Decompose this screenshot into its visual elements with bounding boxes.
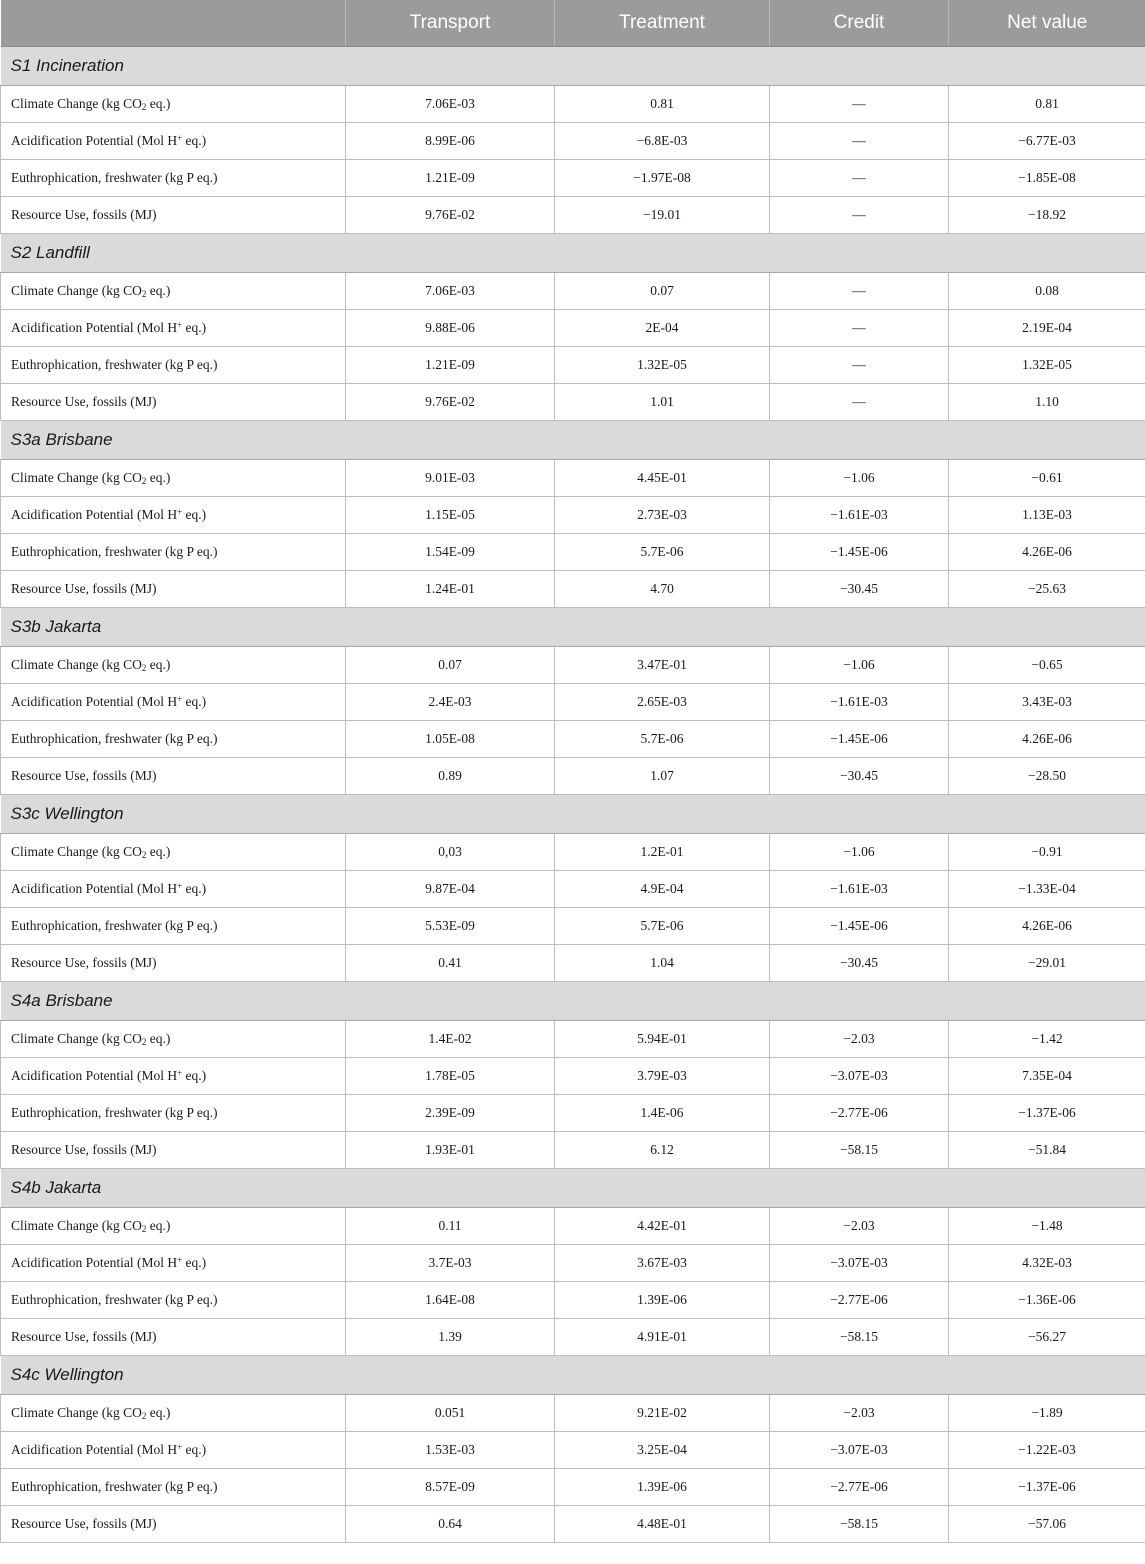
indicator-label — [1, 197, 346, 234]
credit-cell: −1.06 — [770, 834, 949, 871]
credit-cell: −58.15 — [770, 1506, 949, 1543]
credit-cell: −30.45 — [770, 571, 949, 608]
credit-cell: −1.45E-06 — [770, 908, 949, 945]
indicator-label-text: Resource Use, fossils (MJ) — [11, 955, 157, 970]
indicator-label-text: Resource Use, fossils (MJ) — [11, 1142, 157, 1157]
indicator-label — [1, 834, 346, 871]
credit-cell: −2.77E-06 — [770, 1469, 949, 1506]
indicator-subscript: 2 — [141, 1411, 147, 1421]
indicator-label-text: Climate Change (kg CO — [11, 657, 142, 672]
treatment-cell: 4.70 — [555, 571, 770, 608]
credit-cell: −58.15 — [770, 1319, 949, 1356]
indicator-label-text: eq.) — [182, 694, 207, 709]
scenario-group-row — [1, 421, 1145, 460]
indicator-label-text: Acidification Potential (Mol H — [11, 881, 178, 896]
indicator-label-text: Resource Use, fossils (MJ) — [11, 768, 157, 783]
table-row — [1, 1432, 1145, 1469]
indicator-label-text: eq.) — [146, 470, 171, 485]
treatment-cell: 3.47E-01 — [555, 647, 770, 684]
transport-cell: 9.76E-02 — [346, 384, 555, 421]
credit-cell: −2.77E-06 — [770, 1095, 949, 1132]
net-value-cell: −29.01 — [949, 945, 1145, 982]
indicator-superscript: + — [177, 694, 183, 704]
table-row — [1, 684, 1145, 721]
transport-cell: 9.01E-03 — [346, 460, 555, 497]
credit-cell: −3.07E-03 — [770, 1058, 949, 1095]
transport-cell: 0,03 — [346, 834, 555, 871]
table-row — [1, 1245, 1145, 1282]
indicator-label-text: Euthrophication, freshwater (kg P eq.) — [11, 357, 218, 372]
credit-cell: −1.61E-03 — [770, 871, 949, 908]
indicator-label-text: Climate Change (kg CO — [11, 1031, 142, 1046]
net-value-cell: 7.35E-04 — [949, 1058, 1145, 1095]
indicator-label — [1, 871, 346, 908]
net-value-cell: 3.43E-03 — [949, 684, 1145, 721]
indicator-label-text: Climate Change (kg CO — [11, 844, 142, 859]
indicator-label — [1, 86, 346, 123]
treatment-cell: 1.32E-05 — [555, 347, 770, 384]
transport-cell: 0.11 — [346, 1208, 555, 1245]
indicator-superscript: + — [177, 1255, 183, 1265]
indicator-label-text: Resource Use, fossils (MJ) — [11, 1329, 157, 1344]
net-value-cell: −1.37E-06 — [949, 1469, 1145, 1506]
scenario-title: S3c Wellington — [1, 795, 1145, 834]
indicator-label-text: eq.) — [146, 657, 171, 672]
indicator-subscript: 2 — [141, 1224, 147, 1234]
treatment-cell: 4.42E-01 — [555, 1208, 770, 1245]
net-value-cell: 1.13E-03 — [949, 497, 1145, 534]
treatment-cell: 2E-04 — [555, 310, 770, 347]
transport-cell: 7.06E-03 — [346, 273, 555, 310]
indicator-label-text: Acidification Potential (Mol H — [11, 1442, 178, 1457]
net-value-cell: 1.32E-05 — [949, 347, 1145, 384]
treatment-cell: 5.94E-01 — [555, 1021, 770, 1058]
table-row — [1, 123, 1145, 160]
indicator-label — [1, 684, 346, 721]
indicator-label-text: Acidification Potential (Mol H — [11, 507, 178, 522]
transport-cell: 0.64 — [346, 1506, 555, 1543]
indicator-label-text: eq.) — [182, 1255, 207, 1270]
indicator-label — [1, 721, 346, 758]
table-row — [1, 160, 1145, 197]
table-row — [1, 1058, 1145, 1095]
table-row — [1, 497, 1145, 534]
treatment-cell: 5.7E-06 — [555, 908, 770, 945]
table-row — [1, 1469, 1145, 1506]
indicator-label-text: eq.) — [182, 1442, 207, 1457]
net-value-cell: 1.10 — [949, 384, 1145, 421]
transport-cell: 1.39 — [346, 1319, 555, 1356]
net-value-cell: −1.37E-06 — [949, 1095, 1145, 1132]
header-credit: Credit — [770, 0, 949, 47]
table-row — [1, 86, 1145, 123]
credit-cell: −1.61E-03 — [770, 684, 949, 721]
credit-cell: −2.03 — [770, 1021, 949, 1058]
treatment-cell: 9.21E-02 — [555, 1395, 770, 1432]
indicator-label-text: eq.) — [182, 133, 207, 148]
table-row — [1, 1208, 1145, 1245]
transport-cell: 3.7E-03 — [346, 1245, 555, 1282]
indicator-label-text: eq.) — [146, 1031, 171, 1046]
treatment-cell: −6.8E-03 — [555, 123, 770, 160]
treatment-cell: 4.48E-01 — [555, 1506, 770, 1543]
net-value-cell: −1.36E-06 — [949, 1282, 1145, 1319]
credit-cell: −30.45 — [770, 758, 949, 795]
scenario-title: S2 Landfill — [1, 234, 1145, 273]
scenario-group-row — [1, 1169, 1145, 1208]
scenario-group-row — [1, 1356, 1145, 1395]
indicator-subscript: 2 — [141, 102, 147, 112]
credit-cell: −30.45 — [770, 945, 949, 982]
scenario-group-row — [1, 795, 1145, 834]
net-value-cell: −1.89 — [949, 1395, 1145, 1432]
indicator-label — [1, 347, 346, 384]
table-row — [1, 384, 1145, 421]
indicator-label-text: Acidification Potential (Mol H — [11, 320, 178, 335]
indicator-label — [1, 1058, 346, 1095]
net-value-cell: −18.92 — [949, 197, 1145, 234]
transport-cell: 1.54E-09 — [346, 534, 555, 571]
treatment-cell: 3.25E-04 — [555, 1432, 770, 1469]
treatment-cell: 1.04 — [555, 945, 770, 982]
indicator-label-text: Climate Change (kg CO — [11, 96, 142, 111]
net-value-cell: −1.48 — [949, 1208, 1145, 1245]
indicator-label-text: Acidification Potential (Mol H — [11, 1255, 178, 1270]
indicator-label — [1, 1132, 346, 1169]
treatment-cell: 1.39E-06 — [555, 1469, 770, 1506]
treatment-cell: 5.7E-06 — [555, 534, 770, 571]
table-row — [1, 1319, 1145, 1356]
indicator-label — [1, 273, 346, 310]
table-row — [1, 1282, 1145, 1319]
treatment-cell: 1.39E-06 — [555, 1282, 770, 1319]
credit-cell: −1.45E-06 — [770, 534, 949, 571]
net-value-cell: −51.84 — [949, 1132, 1145, 1169]
net-value-cell: 0.81 — [949, 86, 1145, 123]
indicator-label — [1, 534, 346, 571]
scenario-title: S4c Wellington — [1, 1356, 1145, 1395]
indicator-label — [1, 123, 346, 160]
net-value-cell: −6.77E-03 — [949, 123, 1145, 160]
indicator-label — [1, 1095, 346, 1132]
indicator-label-text: Euthrophication, freshwater (kg P eq.) — [11, 1292, 218, 1307]
treatment-cell: 1.4E-06 — [555, 1095, 770, 1132]
indicator-superscript: + — [177, 320, 183, 330]
transport-cell: 9.76E-02 — [346, 197, 555, 234]
table-row — [1, 871, 1145, 908]
scenario-group-row — [1, 982, 1145, 1021]
treatment-cell: 3.79E-03 — [555, 1058, 770, 1095]
table-body — [1, 47, 1145, 1543]
treatment-cell: 1.01 — [555, 384, 770, 421]
transport-cell: 1.93E-01 — [346, 1132, 555, 1169]
header-treatment: Treatment — [555, 0, 770, 47]
table-row — [1, 197, 1145, 234]
indicator-label-text: Acidification Potential (Mol H — [11, 694, 178, 709]
scenario-title: S4a Brisbane — [1, 982, 1145, 1021]
net-value-cell: 2.19E-04 — [949, 310, 1145, 347]
table-row — [1, 834, 1145, 871]
net-value-cell: −0.65 — [949, 647, 1145, 684]
indicator-subscript: 2 — [141, 663, 147, 673]
indicator-subscript: 2 — [141, 850, 147, 860]
indicator-label-text: Euthrophication, freshwater (kg P eq.) — [11, 1479, 218, 1494]
net-value-cell: −1.22E-03 — [949, 1432, 1145, 1469]
indicator-subscript: 2 — [141, 1037, 147, 1047]
treatment-cell: 2.65E-03 — [555, 684, 770, 721]
treatment-cell: 0.07 — [555, 273, 770, 310]
treatment-cell: 2.73E-03 — [555, 497, 770, 534]
credit-cell: −2.03 — [770, 1395, 949, 1432]
transport-cell: 2.4E-03 — [346, 684, 555, 721]
indicator-label-text: Acidification Potential (Mol H — [11, 133, 178, 148]
credit-cell: −1.06 — [770, 647, 949, 684]
table-row — [1, 347, 1145, 384]
net-value-cell: 4.26E-06 — [949, 908, 1145, 945]
indicator-label — [1, 1395, 346, 1432]
indicator-label-text: Climate Change (kg CO — [11, 283, 142, 298]
treatment-cell: 4.45E-01 — [555, 460, 770, 497]
indicator-label — [1, 1245, 346, 1282]
indicator-subscript: 2 — [141, 289, 147, 299]
net-value-cell: −1.85E-08 — [949, 160, 1145, 197]
net-value-cell: −0.91 — [949, 834, 1145, 871]
header-row — [1, 0, 1145, 47]
indicator-label — [1, 908, 346, 945]
indicator-label-text: Climate Change (kg CO — [11, 1405, 142, 1420]
indicator-label-text: eq.) — [182, 881, 207, 896]
indicator-label-text: Climate Change (kg CO — [11, 470, 142, 485]
credit-cell: — — [770, 160, 949, 197]
indicator-label — [1, 497, 346, 534]
header-transport: Transport — [346, 0, 555, 47]
transport-cell: 0.07 — [346, 647, 555, 684]
indicator-label-text: eq.) — [182, 320, 207, 335]
indicator-label — [1, 384, 346, 421]
indicator-label-text: eq.) — [182, 507, 207, 522]
treatment-cell: 1.2E-01 — [555, 834, 770, 871]
indicator-label-text: Euthrophication, freshwater (kg P eq.) — [11, 731, 218, 746]
table-row — [1, 908, 1145, 945]
credit-cell: −1.45E-06 — [770, 721, 949, 758]
transport-cell: 2.39E-09 — [346, 1095, 555, 1132]
net-value-cell: −56.27 — [949, 1319, 1145, 1356]
table-row — [1, 1506, 1145, 1543]
table-row — [1, 1021, 1145, 1058]
indicator-label — [1, 1208, 346, 1245]
net-value-cell: 0.08 — [949, 273, 1145, 310]
transport-cell: 7.06E-03 — [346, 86, 555, 123]
transport-cell: 1.64E-08 — [346, 1282, 555, 1319]
indicator-superscript: + — [177, 881, 183, 891]
credit-cell: −3.07E-03 — [770, 1245, 949, 1282]
indicator-label-text: eq.) — [146, 1218, 171, 1233]
indicator-label — [1, 310, 346, 347]
credit-cell: — — [770, 347, 949, 384]
indicator-superscript: + — [177, 1442, 183, 1452]
treatment-cell: −1.97E-08 — [555, 160, 770, 197]
treatment-cell: 1.07 — [555, 758, 770, 795]
credit-cell: −2.03 — [770, 1208, 949, 1245]
indicator-label — [1, 1319, 346, 1356]
scenario-title: S3a Brisbane — [1, 421, 1145, 460]
treatment-cell: 3.67E-03 — [555, 1245, 770, 1282]
table-row — [1, 1095, 1145, 1132]
table-row — [1, 647, 1145, 684]
net-value-cell: 4.26E-06 — [949, 721, 1145, 758]
credit-cell: — — [770, 197, 949, 234]
transport-cell: 1.24E-01 — [346, 571, 555, 608]
scenario-group-row — [1, 234, 1145, 273]
transport-cell: 0.41 — [346, 945, 555, 982]
indicator-label — [1, 1282, 346, 1319]
indicator-label — [1, 758, 346, 795]
credit-cell: −1.06 — [770, 460, 949, 497]
indicator-label-text: eq.) — [146, 96, 171, 111]
indicator-label — [1, 460, 346, 497]
table-row — [1, 534, 1145, 571]
table-row — [1, 758, 1145, 795]
net-value-cell: −1.33E-04 — [949, 871, 1145, 908]
indicator-label-text: eq.) — [146, 1405, 171, 1420]
scenario-title: S1 Incineration — [1, 47, 1145, 86]
indicator-label — [1, 1021, 346, 1058]
indicator-label-text: Euthrophication, freshwater (kg P eq.) — [11, 544, 218, 559]
indicator-label-text: Euthrophication, freshwater (kg P eq.) — [11, 918, 218, 933]
scenario-title: S3b Jakarta — [1, 608, 1145, 647]
treatment-cell: −19.01 — [555, 197, 770, 234]
indicator-superscript: + — [177, 133, 183, 143]
transport-cell: 9.88E-06 — [346, 310, 555, 347]
indicator-label — [1, 571, 346, 608]
treatment-cell: 4.9E-04 — [555, 871, 770, 908]
indicator-label-text: Resource Use, fossils (MJ) — [11, 581, 157, 596]
scenario-title: S4b Jakarta — [1, 1169, 1145, 1208]
scenario-group-row — [1, 608, 1145, 647]
net-value-cell: −57.06 — [949, 1506, 1145, 1543]
credit-cell: −3.07E-03 — [770, 1432, 949, 1469]
net-value-cell: 4.32E-03 — [949, 1245, 1145, 1282]
header-net-value: Net value — [949, 0, 1145, 47]
table-row — [1, 1132, 1145, 1169]
indicator-label-text: Resource Use, fossils (MJ) — [11, 394, 157, 409]
table-header — [1, 0, 1145, 47]
credit-cell: −2.77E-06 — [770, 1282, 949, 1319]
net-value-cell: 4.26E-06 — [949, 534, 1145, 571]
indicator-label-text: eq.) — [146, 844, 171, 859]
transport-cell: 1.53E-03 — [346, 1432, 555, 1469]
scenario-group-row — [1, 47, 1145, 86]
indicator-label-text: Euthrophication, freshwater (kg P eq.) — [11, 1105, 218, 1120]
credit-cell: — — [770, 86, 949, 123]
table-row — [1, 721, 1145, 758]
indicator-label-text: eq.) — [146, 283, 171, 298]
indicator-label — [1, 647, 346, 684]
treatment-cell: 0.81 — [555, 86, 770, 123]
indicator-label — [1, 945, 346, 982]
transport-cell: 8.57E-09 — [346, 1469, 555, 1506]
indicator-label-text: Euthrophication, freshwater (kg P eq.) — [11, 170, 218, 185]
indicator-label — [1, 160, 346, 197]
indicator-superscript: + — [177, 1068, 183, 1078]
net-value-cell: −28.50 — [949, 758, 1145, 795]
transport-cell: 1.21E-09 — [346, 347, 555, 384]
treatment-cell: 6.12 — [555, 1132, 770, 1169]
treatment-cell: 5.7E-06 — [555, 721, 770, 758]
net-value-cell: −1.42 — [949, 1021, 1145, 1058]
indicator-label-text: Acidification Potential (Mol H — [11, 1068, 178, 1083]
table-row — [1, 1395, 1145, 1432]
transport-cell: 0.89 — [346, 758, 555, 795]
indicator-label-text: eq.) — [182, 1068, 207, 1083]
indicator-label — [1, 1506, 346, 1543]
transport-cell: 0.051 — [346, 1395, 555, 1432]
transport-cell: 1.05E-08 — [346, 721, 555, 758]
indicator-superscript: + — [177, 507, 183, 517]
indicator-label-text: Resource Use, fossils (MJ) — [11, 1516, 157, 1531]
credit-cell: — — [770, 310, 949, 347]
table-row — [1, 273, 1145, 310]
net-value-cell: −0.61 — [949, 460, 1145, 497]
credit-cell: — — [770, 123, 949, 160]
transport-cell: 1.15E-05 — [346, 497, 555, 534]
table-row — [1, 460, 1145, 497]
header-indicator — [1, 0, 346, 47]
treatment-cell: 4.91E-01 — [555, 1319, 770, 1356]
credit-cell: −1.61E-03 — [770, 497, 949, 534]
credit-cell: — — [770, 384, 949, 421]
credit-cell: −58.15 — [770, 1132, 949, 1169]
indicator-subscript: 2 — [141, 476, 147, 486]
table-row — [1, 945, 1145, 982]
transport-cell: 1.21E-09 — [346, 160, 555, 197]
transport-cell: 1.4E-02 — [346, 1021, 555, 1058]
indicator-label — [1, 1469, 346, 1506]
credit-cell: — — [770, 273, 949, 310]
indicator-label-text: Climate Change (kg CO — [11, 1218, 142, 1233]
transport-cell: 1.78E-05 — [346, 1058, 555, 1095]
net-value-cell: −25.63 — [949, 571, 1145, 608]
table-row — [1, 310, 1145, 347]
transport-cell: 8.99E-06 — [346, 123, 555, 160]
transport-cell: 9.87E-04 — [346, 871, 555, 908]
indicator-label — [1, 1432, 346, 1469]
table-row — [1, 571, 1145, 608]
indicator-label-text: Resource Use, fossils (MJ) — [11, 207, 157, 222]
transport-cell: 5.53E-09 — [346, 908, 555, 945]
